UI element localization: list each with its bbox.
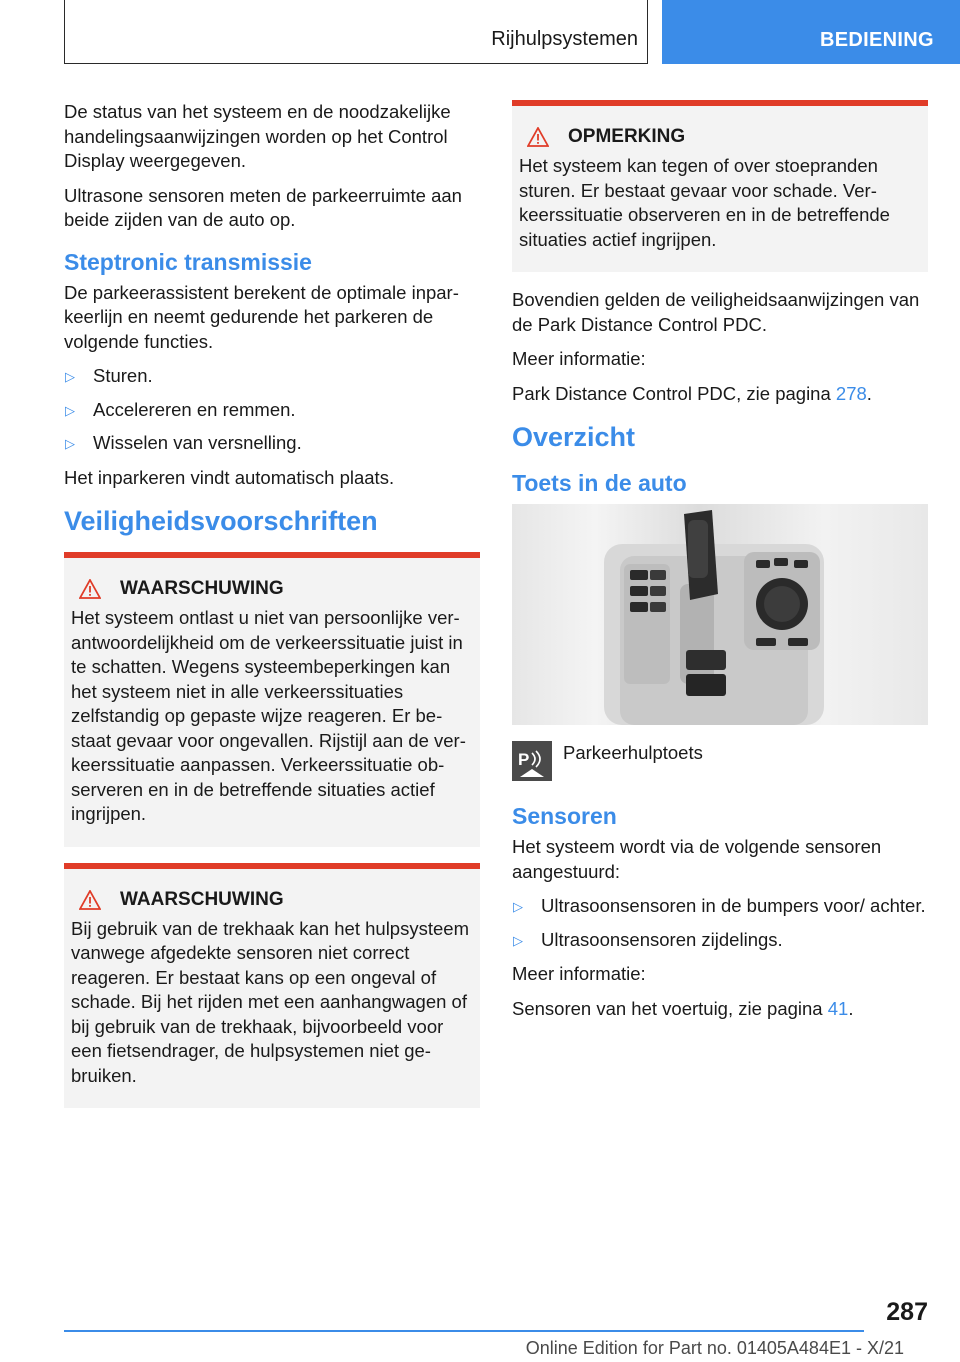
note-text: Het systeem kan tegen of over stoepranden sturen. Er bestaat gevaar voor schade. Verkeerssituatie observeren en in de betreffende situaties actief ingrijpen.: [519, 155, 890, 250]
note-box: [512, 100, 928, 272]
sensor-list: [512, 894, 928, 952]
park-assist-button-icon: [512, 741, 552, 781]
chapter-tab: BEDIENING: [662, 0, 960, 64]
button-label: Parkeerhulptoets: [563, 742, 703, 763]
paragraph: Park Distance Control PDC, zie pagina 278.: [512, 382, 872, 404]
warning-title: WAARSCHUWING: [71, 889, 474, 911]
paragraph: De parkeerassistent berekent de optimale inparkeerlijn en neemt gedurende het parkeren de volgende functies.: [64, 281, 459, 352]
warning-text: Het systeem ontlast u niet van persoonlijke verantwoordelijkheid om de verkeerssituatie juist in te schatten. Wegens systeembeperkingen kan het systeem niet in alle verkeerssituaties zelfstandig op gepaste wijze reageren. Er bestaat gevaar voor ongevallen. Rijstijl aan de verkeerssituatie aanpassen. Verkeerssituatie observeren en in de betreffende situaties actief ingrijpen.: [71, 607, 466, 824]
warning-title: WAARSCHUWING: [71, 578, 474, 600]
note-title: OPMERKING: [519, 126, 922, 148]
heading-steptronic: Steptronic transmissie: [64, 248, 312, 275]
warning-triangle-icon: [527, 127, 549, 147]
list-item: ▷ Wisselen van versnelling.: [64, 431, 480, 456]
footer-edition: Online Edition for Part no. 01405A484E1 - X/21: [525, 1338, 904, 1358]
list-item: ▷ Ultrasoonsensoren in de bumpers voor/ achter.: [512, 894, 928, 919]
warning-triangle-icon: [79, 890, 101, 910]
list-item: ▷ Accelereren en remmen.: [64, 398, 480, 423]
function-list: [64, 364, 480, 456]
list-item: ▷ Sturen.: [64, 364, 480, 389]
page-link-278[interactable]: 278: [835, 382, 867, 404]
paragraph: Meer informatie:: [512, 348, 646, 369]
triangle-bullet-icon: ▷: [513, 899, 523, 914]
console-photo: [512, 504, 928, 725]
svg-text:P: P: [518, 750, 530, 769]
heading-veiligheid: Veiligheidsvoorschriften: [64, 506, 378, 536]
center-console-illustration: [512, 504, 928, 725]
warning-triangle-icon: [79, 579, 101, 599]
right-column: [512, 100, 928, 1031]
parking-button-row: [512, 741, 928, 781]
paragraph: Het inparkeren vindt automatisch plaats.: [64, 466, 395, 488]
triangle-bullet-icon: ▷: [65, 402, 75, 418]
left-column: [64, 100, 480, 1124]
heading-toets: Toets in de auto: [512, 470, 687, 496]
page-link-41[interactable]: 41: [827, 997, 849, 1019]
list-item: ▷ Ultrasoonsensoren zijdelings.: [512, 928, 928, 953]
triangle-bullet-icon: ▷: [65, 436, 75, 451]
paragraph: Meer informatie:: [512, 963, 646, 984]
warning-box: [64, 552, 480, 847]
triangle-bullet-icon: ▷: [513, 932, 523, 948]
footer-rule: [64, 1330, 864, 1332]
paragraph: Bovendien gelden de veiligheidsaanwijzingen van de Park Distance Control PDC.: [512, 289, 920, 335]
section-title: Rijhulpsystemen: [491, 28, 638, 50]
paragraph: Sensoren van het voertuig, zie pagina 41.: [512, 997, 854, 1019]
paragraph: De status van het systeem en de noodzakelijke handelingsaanwijzingen worden op het Control Display weergegeven.: [64, 101, 451, 171]
triangle-bullet-icon: ▷: [65, 369, 75, 384]
warning-text: Bij gebruik van de trekhaak kan het hulpsysteem vanwege afgedekte sensoren niet correct reageren. Er bestaat kans op een ongeval of schade. Bij het rijden met een aanhangwagen of bij gebruik van de trekhaak, bijvoorbeeld voor een fietsendrager, de hulpsystemen niet gebruiken.: [71, 917, 469, 1086]
heading-overzicht: Overzicht: [512, 422, 636, 452]
paragraph: Het systeem wordt via de volgende sensoren aangestuurd:: [512, 836, 882, 882]
paragraph: Ultrasone sensoren meten de parkeerruimte aan beide zijden van de auto op.: [64, 184, 462, 230]
heading-sensoren: Sensoren: [512, 803, 617, 829]
warning-box: [64, 863, 480, 1109]
page-number: 287: [886, 1298, 928, 1326]
